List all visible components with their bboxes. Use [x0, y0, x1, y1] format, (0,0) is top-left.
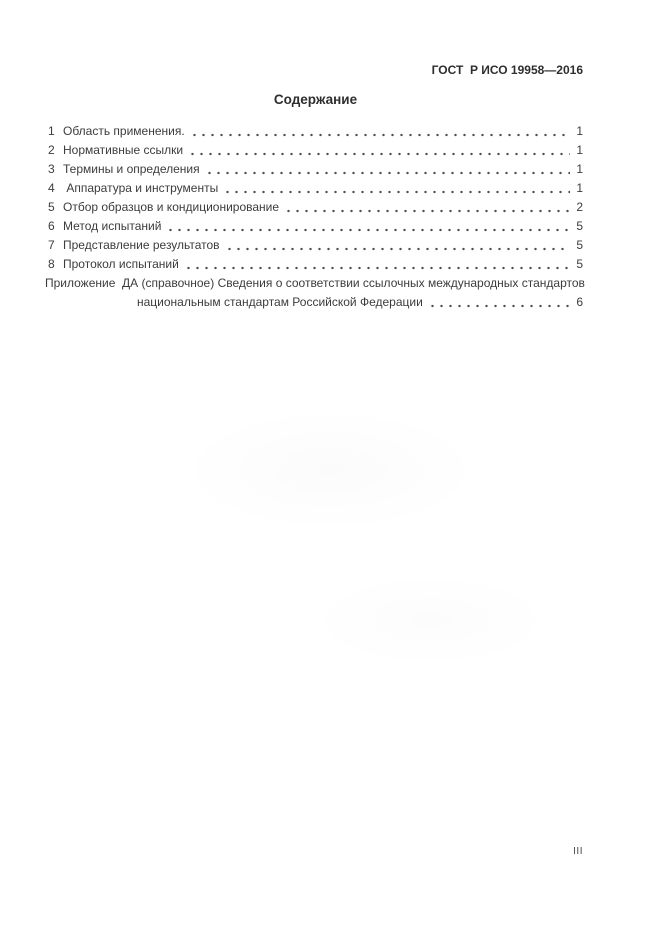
toc-entry-page: 5: [576, 257, 583, 271]
toc-entry-page: 2: [576, 200, 583, 214]
toc-title: Содержание: [273, 92, 358, 107]
dot-leader: [190, 122, 570, 141]
toc-entry-number: 2: [48, 143, 55, 157]
page-content: [45, 0, 585, 312]
toc-entry-number: 5: [48, 200, 55, 214]
dot-leader: [166, 217, 570, 236]
toc-entry-number: 1: [48, 124, 55, 138]
dot-leader: [223, 179, 570, 198]
toc-entry-label: Аппаратура и инструменты: [63, 181, 219, 195]
toc-entry-label: Отбор образцов и кондиционирование: [63, 200, 280, 214]
toc-entry-label: Нормативные ссылки: [63, 143, 184, 157]
toc-entry: [48, 141, 583, 160]
dot-leader: [225, 236, 570, 255]
document-standard-code: ГОСТ Р ИСО 19958—2016: [431, 63, 583, 77]
toc-entry: [48, 217, 583, 236]
appendix-line2-row: [48, 293, 583, 312]
toc-entry-number: 4: [48, 181, 55, 195]
toc-entry: [48, 160, 583, 179]
toc-entry-number: 8: [48, 257, 55, 271]
toc-entry-number: 3: [48, 162, 55, 176]
toc-entry: [48, 255, 583, 274]
toc-entry-label: Область применения.: [63, 124, 185, 138]
dot-leader: [428, 293, 570, 312]
toc-entry-page: 5: [576, 219, 583, 233]
table-of-contents: [45, 122, 585, 312]
toc-entry-label: Протокол испытаний: [63, 257, 179, 271]
appendix-line1: Приложение ДА (справочное) Сведения о соответствии ссылочных международных стандартов: [45, 276, 585, 290]
dot-leader: [188, 141, 570, 160]
toc-entry-label: Представление результатов: [63, 238, 220, 252]
dot-leader: [184, 255, 570, 274]
dot-leader: [284, 198, 570, 217]
toc-entry-number: 6: [48, 219, 55, 233]
toc-entry: [48, 198, 583, 217]
toc-entry: [48, 179, 583, 198]
toc-entry-label: Термины и определения: [63, 162, 200, 176]
toc-entry-page: 1: [576, 124, 583, 138]
toc-entry: [48, 122, 583, 141]
toc-entry: [48, 236, 583, 255]
appendix-line2-label: национальным стандартам Российской Федерации: [137, 295, 423, 309]
toc-entry-page: 5: [576, 238, 583, 252]
toc-entry-page: 1: [576, 181, 583, 195]
appendix-entry: [45, 274, 585, 312]
toc-entry-label: Метод испытаний: [63, 219, 162, 233]
page-number: III: [573, 846, 583, 857]
appendix-page: 6: [576, 295, 583, 309]
dot-leader: [205, 160, 570, 179]
toc-entry-page: 1: [576, 143, 583, 157]
toc-entry-page: 1: [576, 162, 583, 176]
toc-entry-number: 7: [48, 238, 55, 252]
